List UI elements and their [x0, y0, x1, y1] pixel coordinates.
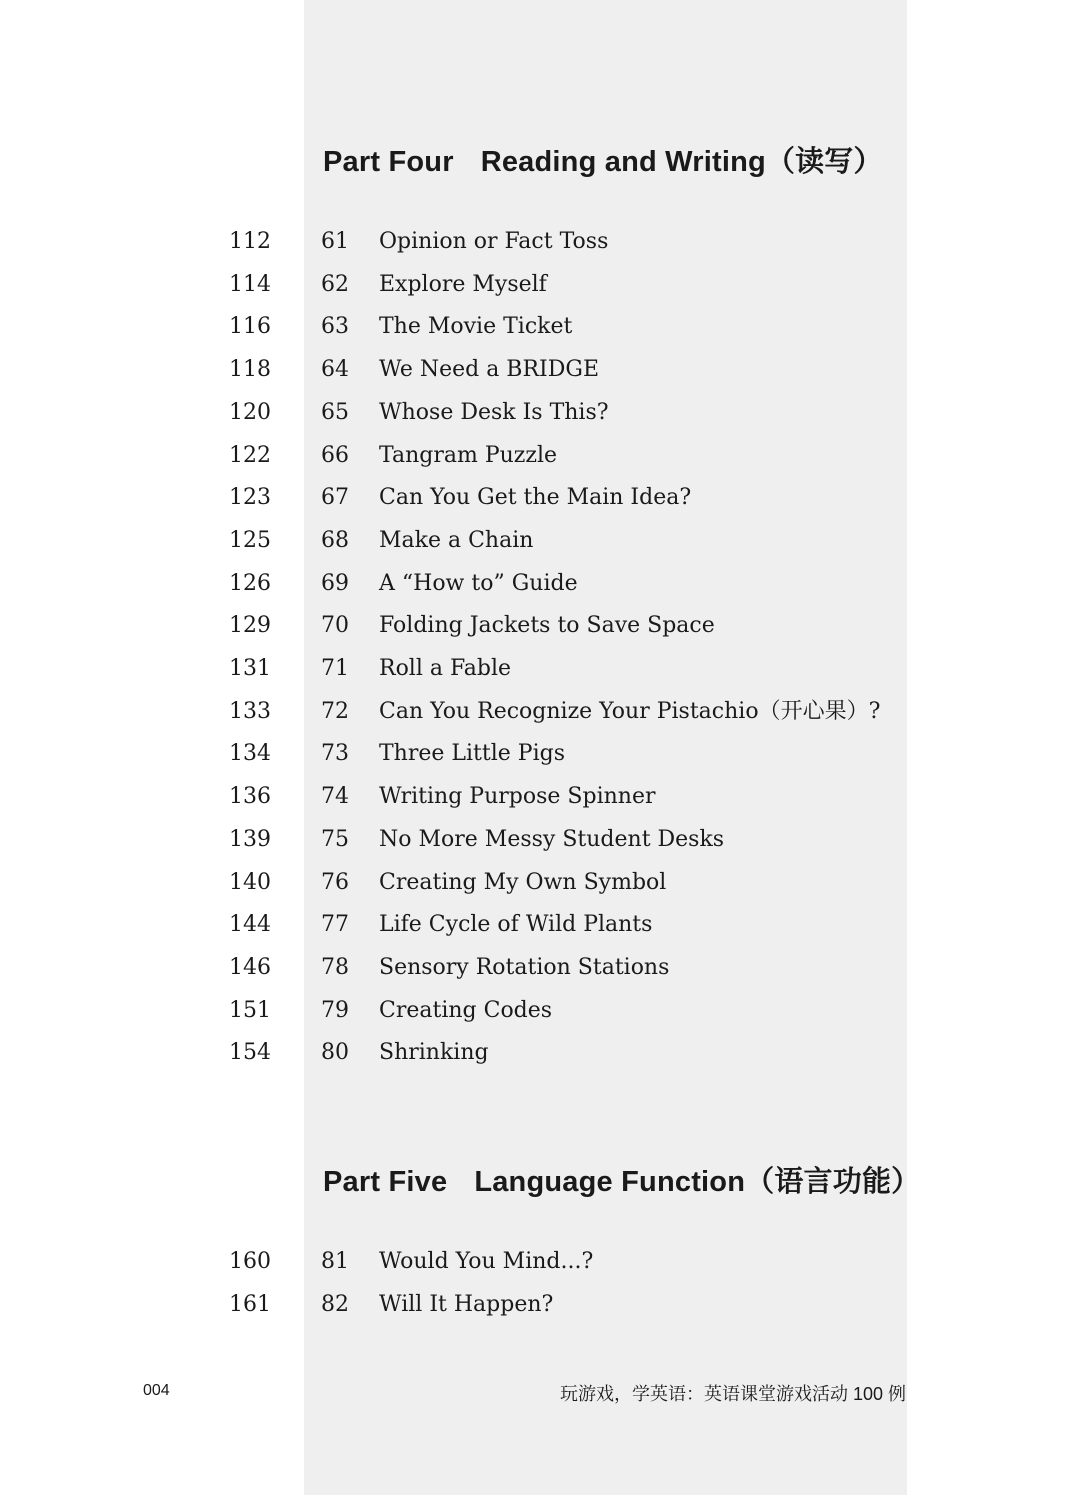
toc-activity-title: Roll a Fable — [379, 656, 512, 681]
toc-page-number: 160 — [229, 1249, 271, 1274]
toc-page-number: 118 — [229, 357, 271, 383]
toc-page-number: 131 — [229, 656, 271, 681]
toc-entry — [0, 996, 1080, 1039]
toc-entry — [0, 739, 1080, 782]
toc-page-number: 140 — [229, 869, 271, 895]
toc-entry — [0, 1290, 1080, 1333]
footer-page-number: 004 — [143, 1382, 170, 1399]
toc-activity-title: Writing Purpose Spinner — [379, 784, 656, 810]
toc-activity-title: Sensory Rotation Stations — [379, 954, 670, 980]
toc-page-number: 112 — [229, 229, 271, 254]
toc-page-number: 154 — [229, 1040, 271, 1066]
toc-activity-title: Three Little Pigs — [379, 741, 565, 767]
toc-activity-number: 70 — [321, 613, 349, 639]
toc-activity-title: No More Messy Student Desks — [379, 826, 725, 852]
toc-page-number: 161 — [229, 1291, 271, 1317]
section-title: Language Function（语言功能） — [474, 1166, 921, 1198]
toc-activity-number: 82 — [321, 1291, 349, 1317]
toc-entry — [0, 868, 1080, 911]
toc-page-number: 136 — [229, 784, 271, 810]
toc-activity-number: 68 — [321, 527, 349, 553]
toc-activity-number: 72 — [321, 698, 349, 724]
toc-page-number: 116 — [229, 314, 271, 340]
toc-activity-number: 64 — [321, 357, 349, 383]
toc-page-number: 125 — [229, 527, 271, 553]
toc-entry — [0, 910, 1080, 953]
toc-entry — [0, 1247, 1080, 1290]
toc-activity-number: 79 — [321, 997, 349, 1023]
toc-entry — [0, 312, 1080, 355]
toc-entry — [0, 483, 1080, 526]
toc-activity-title: Tangram Puzzle — [379, 442, 558, 468]
section-heading-part-four — [323, 139, 883, 180]
toc-activity-number: 75 — [321, 826, 349, 852]
toc-entry — [0, 1038, 1080, 1081]
toc-activity-number: 65 — [321, 399, 349, 425]
section-title: Reading and Writing（读写） — [480, 146, 883, 178]
toc-page-number: 151 — [229, 997, 271, 1023]
toc-activity-title: Can You Get the Main Idea? — [379, 485, 692, 511]
toc-activity-number: 63 — [321, 314, 349, 340]
toc-activity-number: 76 — [321, 869, 349, 895]
toc-activity-number: 78 — [321, 954, 349, 980]
toc-activity-title: We Need a BRIDGE — [379, 357, 599, 383]
toc-page-number: 120 — [229, 399, 271, 425]
toc-page-number: 146 — [229, 954, 271, 980]
toc-activity-number: 62 — [321, 271, 349, 297]
toc-page-number: 114 — [229, 271, 271, 297]
toc-activity-title: Can You Recognize Your Pistachio（开心果）? — [379, 698, 881, 724]
toc-activity-number: 77 — [321, 912, 349, 938]
toc-activity-title: A “How to” Guide — [379, 570, 578, 596]
toc-activity-title: Would You Mind...? — [379, 1249, 594, 1274]
toc-activity-title: The Movie Ticket — [379, 314, 573, 340]
toc-activity-number: 67 — [321, 485, 349, 511]
toc-activity-title: Make a Chain — [379, 527, 534, 553]
toc-activity-number: 71 — [321, 656, 349, 681]
toc-entry — [0, 654, 1080, 697]
toc-entry — [0, 227, 1080, 270]
toc-activity-title: Explore Myself — [379, 271, 547, 297]
toc-activity-title: Will It Happen? — [379, 1291, 554, 1317]
toc-entry — [0, 825, 1080, 868]
toc-page-number: 126 — [229, 570, 271, 596]
toc-entry — [0, 270, 1080, 313]
toc-activity-number: 66 — [321, 442, 349, 468]
section-part-label: Part Five — [323, 1166, 448, 1198]
toc-activity-number: 80 — [321, 1040, 349, 1066]
toc-activity-number: 69 — [321, 570, 349, 596]
toc-activity-title: Opinion or Fact Toss — [379, 229, 609, 254]
section-heading-part-five — [323, 1159, 920, 1200]
toc-activity-title: Whose Desk Is This? — [379, 399, 609, 425]
toc-entry — [0, 569, 1080, 612]
toc-entry — [0, 398, 1080, 441]
toc-page-number: 134 — [229, 741, 271, 767]
toc-activity-title: Life Cycle of Wild Plants — [379, 912, 653, 938]
toc-page-number: 123 — [229, 485, 271, 511]
toc-activity-title: Folding Jackets to Save Space — [379, 613, 715, 639]
toc-page-number: 144 — [229, 912, 271, 938]
toc-entry — [0, 611, 1080, 654]
toc-entry — [0, 782, 1080, 825]
toc-page-number: 133 — [229, 698, 271, 724]
toc-activity-number: 61 — [321, 229, 349, 254]
toc-activity-title: Creating Codes — [379, 997, 553, 1023]
toc-activity-title: Shrinking — [379, 1040, 489, 1066]
toc-page-number: 122 — [229, 442, 271, 468]
toc-entry — [0, 697, 1080, 740]
toc-entry — [0, 355, 1080, 398]
toc-entry — [0, 526, 1080, 569]
toc-activity-number: 81 — [321, 1249, 349, 1274]
toc-entry — [0, 441, 1080, 484]
toc-activity-number: 74 — [321, 784, 349, 810]
footer-book-title: 玩游戏，学英语：英语课堂游戏活动 100 例 — [559, 1384, 906, 1404]
toc-page-number: 129 — [229, 613, 271, 639]
toc-activity-number: 73 — [321, 741, 349, 767]
section-part-label: Part Four — [323, 146, 454, 178]
toc-page-number: 139 — [229, 826, 271, 852]
toc-activity-title: Creating My Own Symbol — [379, 869, 667, 895]
toc-entry — [0, 953, 1080, 996]
